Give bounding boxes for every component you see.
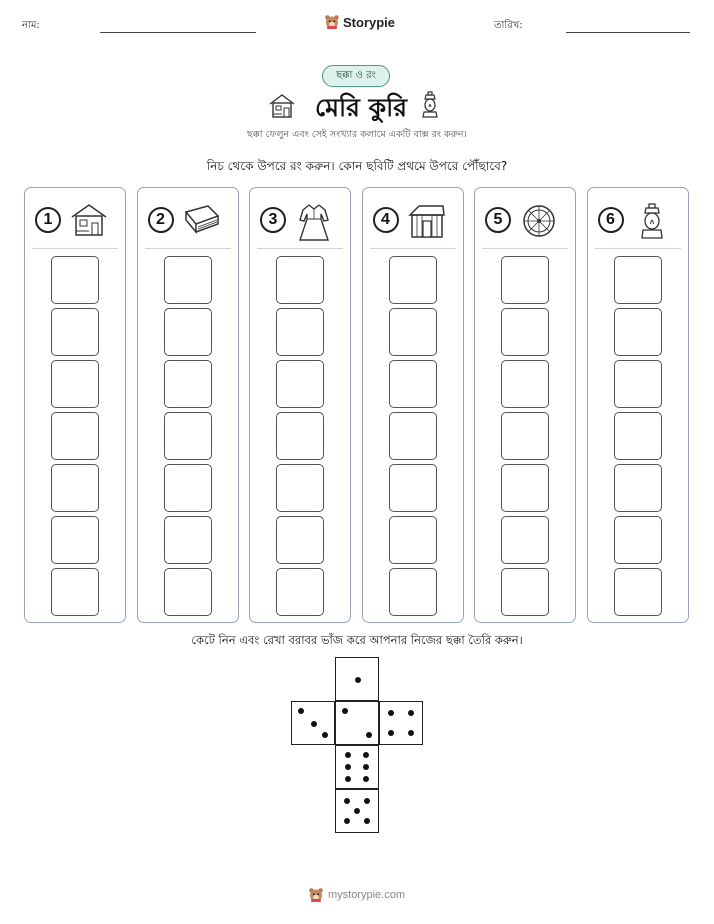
column-header — [363, 202, 463, 242]
color-box[interactable] — [276, 464, 324, 512]
color-box[interactable] — [614, 568, 662, 616]
die-pip — [344, 798, 350, 804]
color-box[interactable] — [614, 464, 662, 512]
column-header — [138, 202, 238, 242]
instruction: নিচ থেকে উপরে রং করুন। কোন ছবিটি প্রথমে উপরে পৌঁছাবে? — [206, 159, 508, 173]
die-face-center — [335, 701, 379, 745]
worksheet-header — [0, 14, 714, 38]
column-1 — [24, 187, 126, 623]
name-label: নাম: — [22, 20, 40, 31]
color-box[interactable] — [276, 256, 324, 304]
bear-logo-icon — [308, 887, 324, 903]
color-box[interactable] — [614, 360, 662, 408]
color-box[interactable] — [389, 256, 437, 304]
column-header — [25, 202, 125, 242]
color-box[interactable] — [51, 464, 99, 512]
color-box[interactable] — [276, 568, 324, 616]
title-row — [0, 88, 714, 124]
lamp-icon — [632, 202, 672, 242]
dress-icon — [294, 202, 334, 242]
column-number: 3 — [260, 207, 286, 233]
die-pip — [345, 764, 351, 770]
die-face-right — [379, 701, 423, 745]
color-box[interactable] — [501, 516, 549, 564]
column-divider — [32, 248, 118, 249]
color-box[interactable] — [501, 464, 549, 512]
die-pip — [363, 752, 369, 758]
color-box[interactable] — [51, 516, 99, 564]
activity-badge: ছক্কা ও রং — [322, 65, 390, 87]
die-pip — [354, 808, 360, 814]
column-6 — [587, 187, 689, 623]
subtitle: ছক্কা ফেলুন এবং সেই সংখ্যার কলামে একটি বাক্স রং করুন। — [247, 129, 467, 140]
color-box[interactable] — [614, 412, 662, 460]
footer — [308, 887, 405, 903]
column-divider — [257, 248, 343, 249]
die-pip — [408, 710, 414, 716]
color-box[interactable] — [164, 568, 212, 616]
die-face-left — [291, 701, 335, 745]
color-box[interactable] — [389, 568, 437, 616]
color-box[interactable] — [501, 256, 549, 304]
color-box[interactable] — [501, 568, 549, 616]
color-box[interactable] — [164, 516, 212, 564]
color-box[interactable] — [164, 412, 212, 460]
bear-logo-icon — [324, 14, 340, 30]
die-pip — [311, 721, 317, 727]
color-box[interactable] — [51, 360, 99, 408]
column-4 — [362, 187, 464, 623]
column-number: 6 — [598, 207, 624, 233]
column-divider — [370, 248, 456, 249]
die-pip — [388, 710, 394, 716]
color-box[interactable] — [501, 360, 549, 408]
die-pip — [366, 732, 372, 738]
die-pip — [345, 776, 351, 782]
color-box[interactable] — [614, 516, 662, 564]
color-box[interactable] — [276, 308, 324, 356]
color-box[interactable] — [164, 360, 212, 408]
date-line — [566, 32, 690, 33]
column-5 — [474, 187, 576, 623]
die-pip — [408, 730, 414, 736]
color-box[interactable] — [614, 308, 662, 356]
color-box[interactable] — [164, 464, 212, 512]
color-box[interactable] — [501, 308, 549, 356]
column-number: 2 — [148, 207, 174, 233]
column-2 — [137, 187, 239, 623]
die-pip — [298, 708, 304, 714]
compass-icon — [519, 202, 559, 240]
footer-url: mystorypie.com — [328, 889, 406, 901]
column-header — [250, 202, 350, 242]
die-pip — [363, 776, 369, 782]
column-number: 4 — [373, 207, 399, 233]
die-pip — [363, 764, 369, 770]
column-header — [475, 202, 575, 242]
color-box[interactable] — [51, 308, 99, 356]
die-face-top — [335, 657, 379, 701]
color-box[interactable] — [501, 412, 549, 460]
column-number: 1 — [35, 207, 61, 233]
brand-name: Storypie — [343, 14, 396, 30]
color-box[interactable] — [51, 412, 99, 460]
color-box[interactable] — [276, 412, 324, 460]
color-box[interactable] — [389, 516, 437, 564]
color-box[interactable] — [276, 360, 324, 408]
column-divider — [145, 248, 231, 249]
house-icon — [268, 93, 296, 119]
date-label: তারিখ: — [494, 20, 523, 31]
color-box[interactable] — [276, 516, 324, 564]
column-header — [588, 202, 688, 242]
house-icon — [69, 202, 109, 238]
column-divider — [482, 248, 568, 249]
color-box[interactable] — [51, 568, 99, 616]
storypie-logo — [324, 14, 395, 30]
lamp-icon — [420, 90, 440, 120]
die-face-back — [335, 789, 379, 833]
die-pip — [345, 752, 351, 758]
die-pip — [364, 798, 370, 804]
die-pip — [388, 730, 394, 736]
color-box[interactable] — [389, 308, 437, 356]
color-box[interactable] — [614, 256, 662, 304]
color-box[interactable] — [389, 412, 437, 460]
page-title: মেরি কুরি — [314, 93, 408, 122]
color-box[interactable] — [164, 308, 212, 356]
color-box[interactable] — [389, 464, 437, 512]
column-3 — [249, 187, 351, 623]
column-divider — [595, 248, 681, 249]
color-box[interactable] — [389, 360, 437, 408]
die-face-bottom — [335, 745, 379, 789]
color-box[interactable] — [51, 256, 99, 304]
die-pip — [355, 677, 361, 683]
shed-icon — [407, 202, 447, 240]
cut-instruction: কেটে নিন এবং রেখা বরাবর ভাঁজ করে আপনার নিজের ছক্কা তৈরি করুন। — [191, 633, 523, 647]
die-pip — [342, 708, 348, 714]
color-box[interactable] — [164, 256, 212, 304]
book-icon — [182, 202, 222, 238]
column-number: 5 — [485, 207, 511, 233]
die-pip — [344, 818, 350, 824]
name-line — [100, 32, 256, 33]
die-pip — [364, 818, 370, 824]
die-pip — [322, 732, 328, 738]
